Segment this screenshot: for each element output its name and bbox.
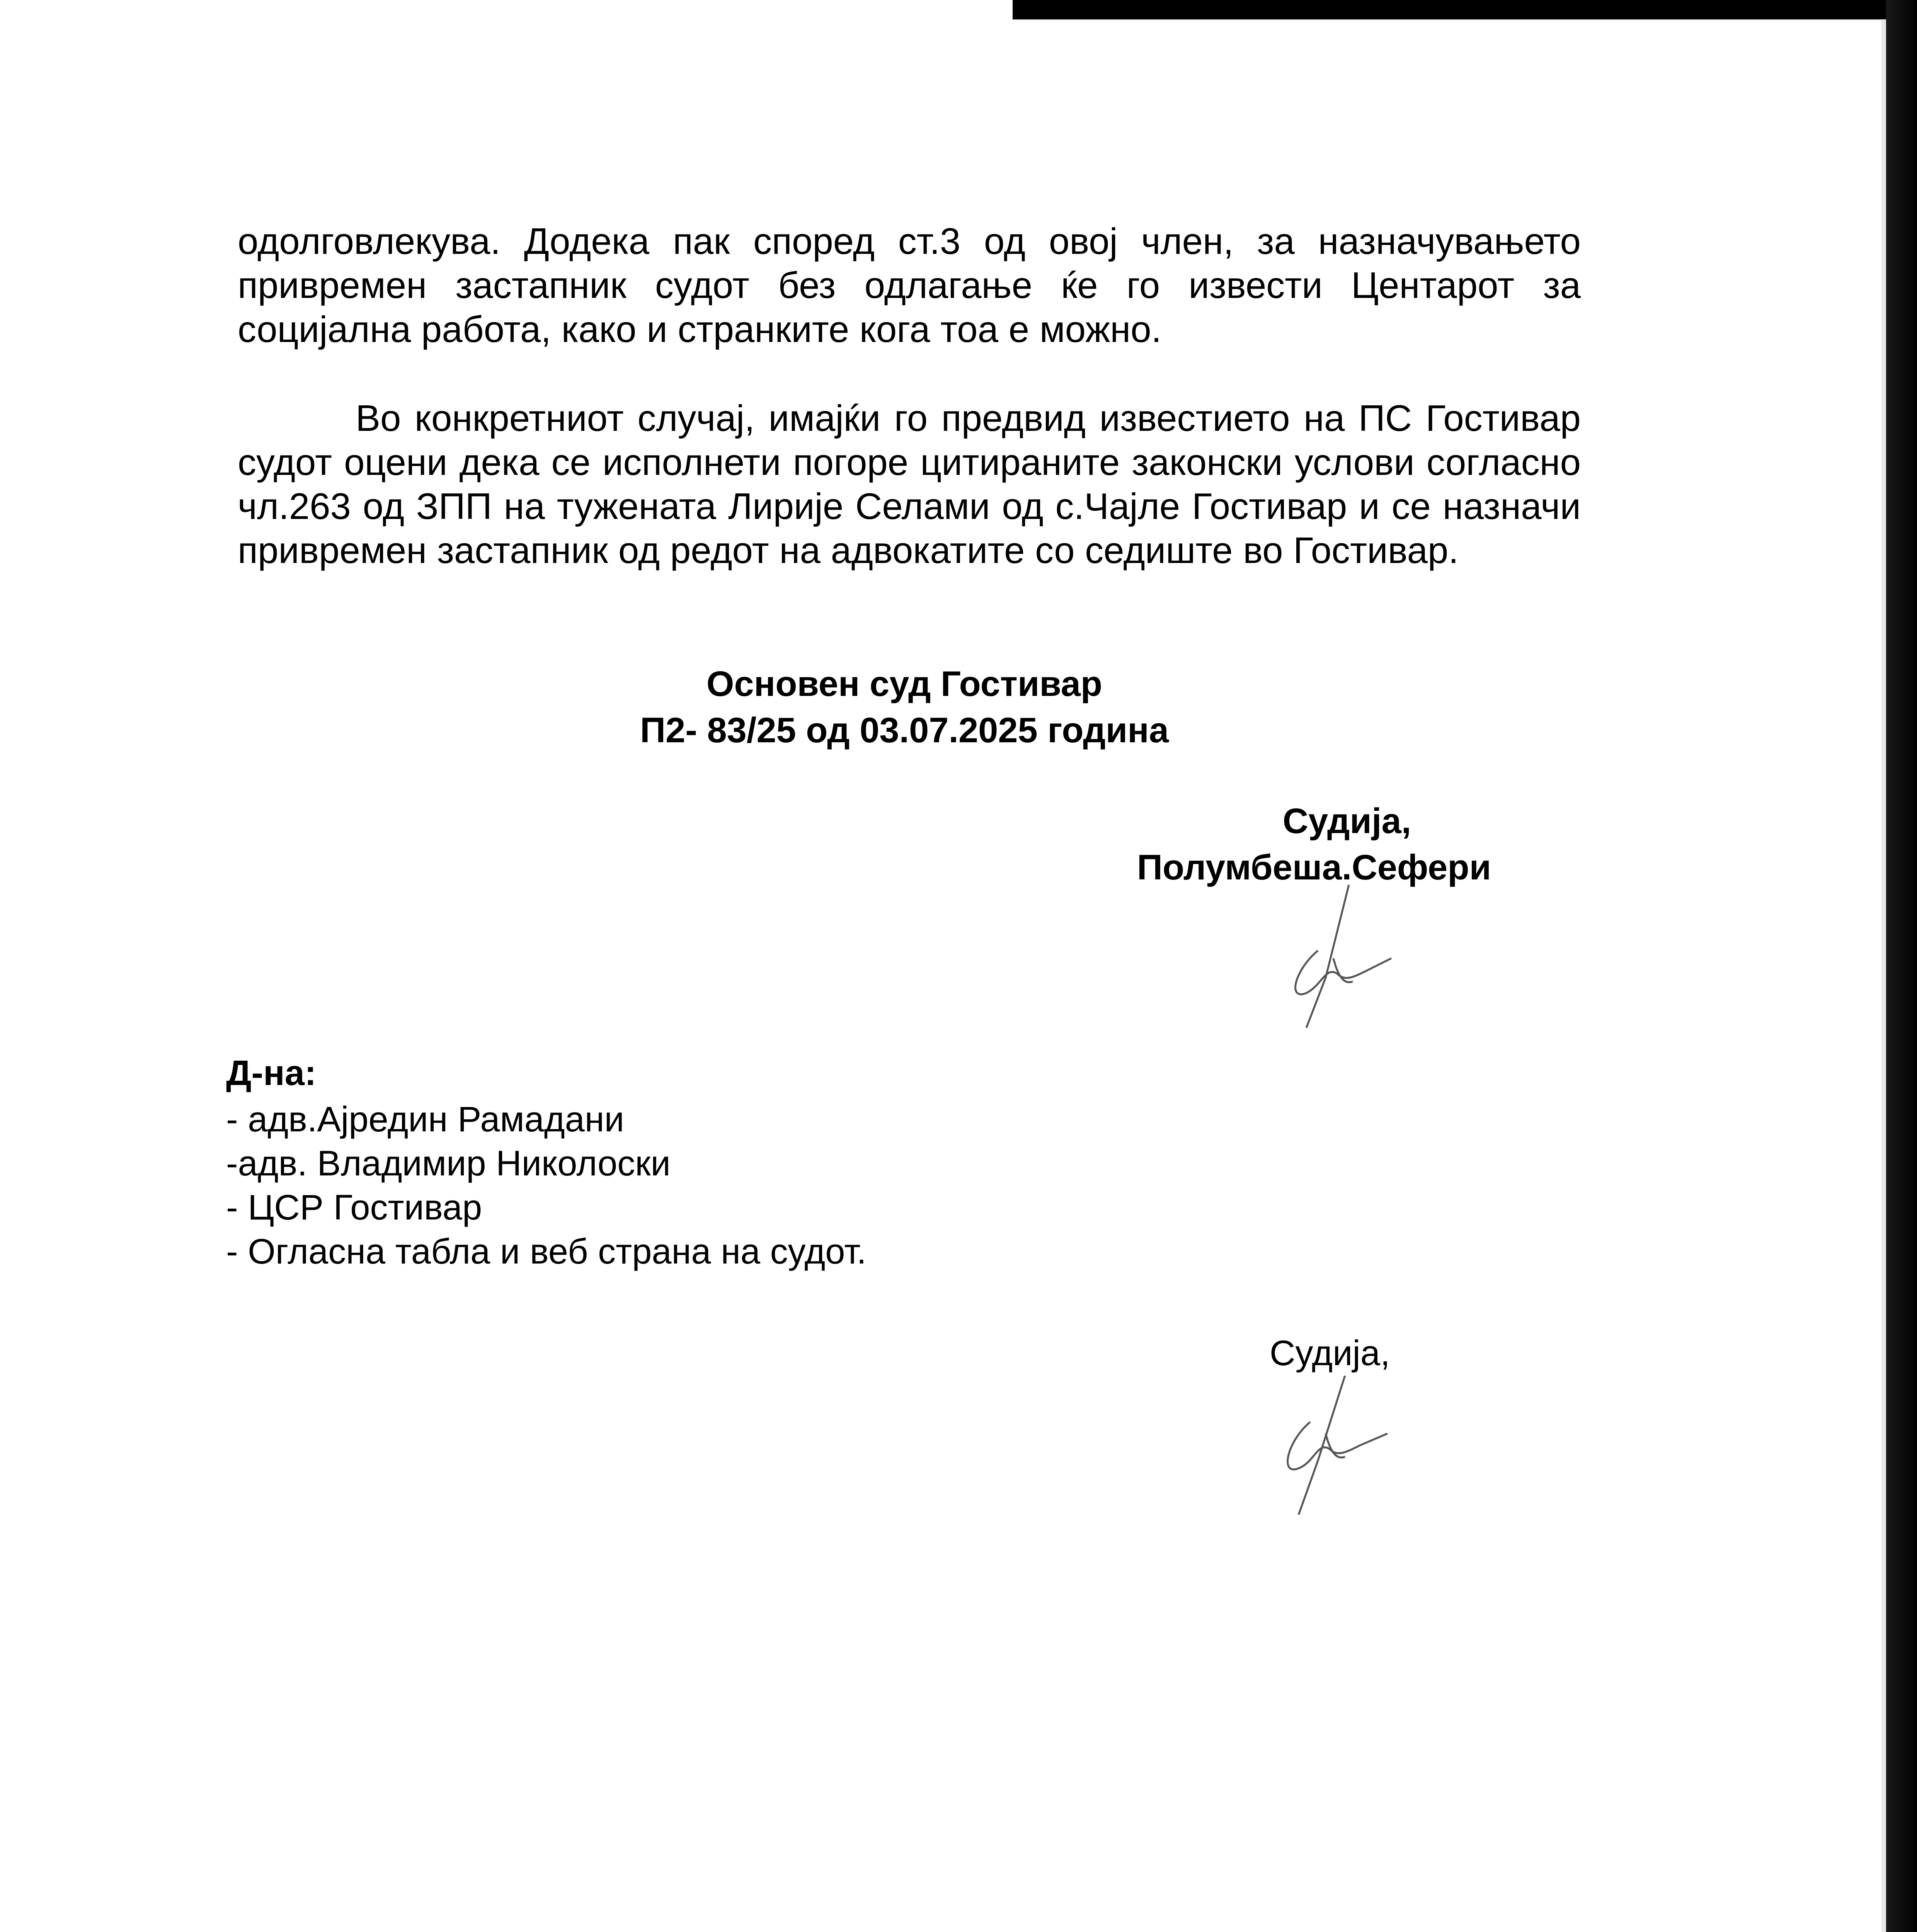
list-item: - Огласна табла и веб страна на судот.: [226, 1232, 867, 1271]
list-item: -адв. Владимир Николоски: [226, 1144, 671, 1183]
scan-border-top: [1013, 0, 1917, 19]
judge-title-2: Судија,: [1270, 1333, 1390, 1373]
case-reference: П2- 83/25 од 03.07.2025 година: [640, 711, 1169, 750]
list-item: - адв.Ајредин Рамадани: [226, 1100, 624, 1139]
list-item: - ЦСР Гостивар: [226, 1188, 482, 1227]
judge-signature-2: [1248, 1376, 1395, 1530]
paragraph-2: Во конкретниот случај, имајќи го предвид известието на ПС Гостивар судот оцени дека се исполнети погоре цитираните законски услови согласно чл.263 од ЗПП на тужената Лирије Селами од с.Чајле Гостивар и се назначи привремен застапник од редот на адвокатите со седиште во Гостивар.: [238, 398, 1581, 571]
recipients-list: [226, 1097, 867, 1274]
scan-border-right: [1886, 0, 1917, 1932]
judge-signature: [1260, 881, 1407, 1036]
paragraph-1: одолговлекува. Додека пак според ст.3 од овој член, за назначувањето привремен застапник судот без одлагање ќе го извести Центарот за социјална работа, како и странките кога тоа е можно.: [238, 221, 1581, 350]
recipients-heading: Д-на:: [226, 1053, 317, 1093]
court-name: Основен суд Гостивар: [706, 664, 1103, 704]
judge-title: Судија,: [1282, 801, 1411, 841]
judge-name: Полумбеша.Сефери: [1137, 848, 1491, 887]
